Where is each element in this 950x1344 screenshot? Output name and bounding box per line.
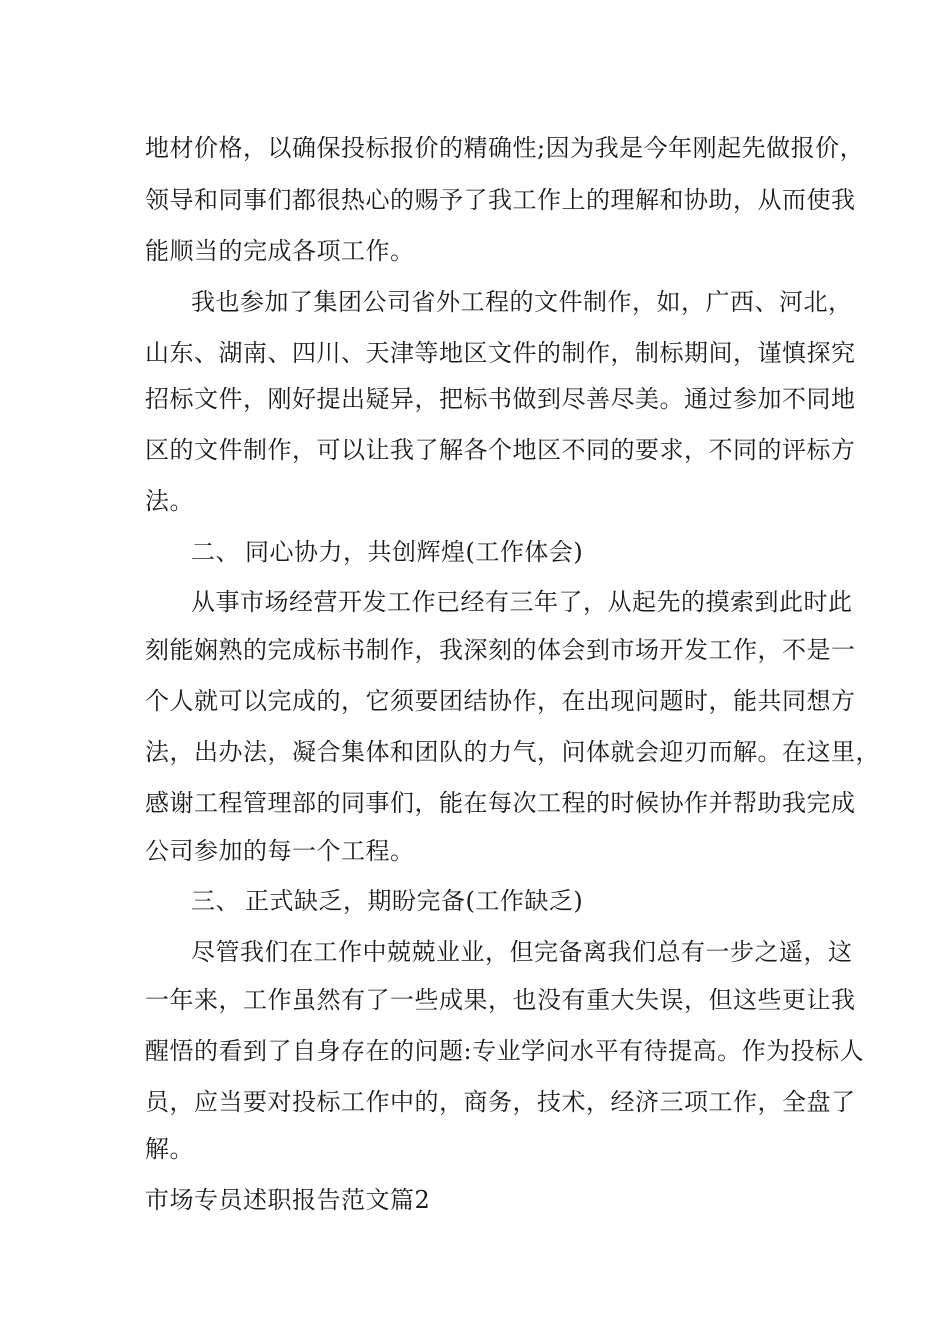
body-line: 刻能娴熟的完成标书制作，我深刻的体会到市场开发工作，不是一 <box>145 636 856 664</box>
body-line: 个人就可以完成的，它须要团结协作，在出现问题时，能共同想方 <box>145 687 856 715</box>
next-article-title: 市场专员述职报告范文篇2 <box>145 1186 431 1214</box>
section-heading-3 <box>191 886 583 916</box>
body-line: 法。 <box>145 487 194 515</box>
body-line: 招标文件，刚好提出疑异，把标书做到尽善尽美。通过参加不同地 <box>145 385 856 413</box>
section-number: 三、 <box>191 887 240 915</box>
section-title: 同心协力，共创辉煌(工作体会) <box>245 538 584 566</box>
body-line: 公司参加的每一个工程。 <box>145 837 415 865</box>
body-line: 尽管我们在工作中兢兢业业，但完备离我们总有一步之遥，这 <box>191 938 853 966</box>
body-line: 区的文件制作，可以让我了解各个地区不同的要求，不同的评标方 <box>145 436 856 464</box>
body-line: 从事市场经营开发工作已经有三年了，从起先的摸索到此时此 <box>191 588 853 616</box>
body-line: 员，应当要对投标工作中的，商务，技术，经济三项工作，全盘了 <box>145 1088 856 1116</box>
body-line: 能顺当的完成各项工作。 <box>145 237 415 265</box>
body-line: 山东、湖南、四川、天津等地区文件的制作，制标期间，谨慎探究 <box>145 339 856 367</box>
body-line: 我也参加了集团公司省外工程的文件制作，如，广西、河北， <box>191 288 853 316</box>
body-line: 领导和同事们都很热心的赐予了我工作上的理解和协助，从而使我 <box>145 186 856 214</box>
body-line: 解。 <box>145 1135 194 1163</box>
body-line: 醒悟的看到了自身存在的问题:专业学问水平有待提高。作为投标人 <box>145 1037 865 1065</box>
body-line: 感谢工程管理部的同事们，能在每次工程的时候协作并帮助我完成 <box>145 789 856 817</box>
section-number: 二、 <box>191 538 240 566</box>
body-line: 法，出办法，凝合集体和团队的力气，问体就会迎刃而解。在这里， <box>145 738 880 766</box>
section-heading-2 <box>191 537 583 567</box>
body-line: 地材价格，以确保投标报价的精确性;因为我是今年刚起先做报价， <box>145 134 865 162</box>
section-title: 正式缺乏，期盼完备(工作缺乏) <box>245 887 584 915</box>
body-line: 一年来，工作虽然有了一些成果，也没有重大失误，但这些更让我 <box>145 986 856 1014</box>
